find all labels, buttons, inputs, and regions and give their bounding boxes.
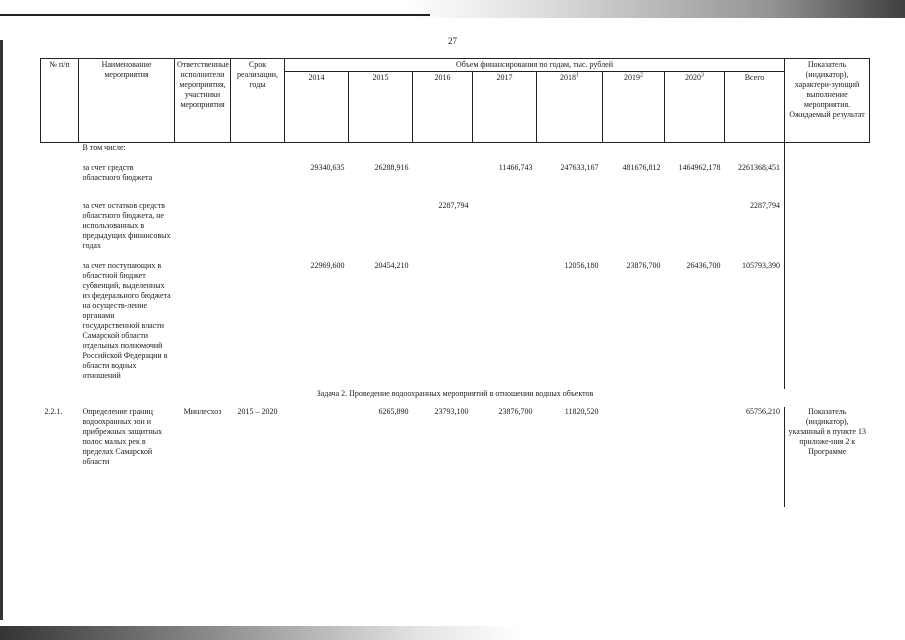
header-year-label: 2019 bbox=[624, 73, 640, 82]
header-year-label: 2020 bbox=[685, 73, 701, 82]
item-number: 2.2.1. bbox=[44, 407, 63, 416]
header-year-4 bbox=[537, 72, 603, 143]
item-value-2015: 6265,890 bbox=[378, 407, 409, 416]
header-num: № п/п bbox=[41, 59, 79, 143]
item-name: Определение границ водоохранных зон и прибрежных защитных полос малых рек в пределах Самарской области bbox=[82, 407, 163, 466]
header-year-label: Всего bbox=[744, 73, 765, 82]
funding-value-2016 bbox=[413, 261, 473, 389]
funding-value-2017: 11466,743 bbox=[498, 163, 533, 172]
scan-shadow-bottom bbox=[0, 626, 520, 640]
header-year-label: 2015 bbox=[372, 73, 389, 82]
funding-value-2019: 481676,812 bbox=[622, 163, 661, 172]
header-year-label: 2018 bbox=[560, 73, 576, 82]
funding-value-2019: 23876,700 bbox=[626, 261, 661, 270]
header-year-label: 2017 bbox=[496, 73, 513, 82]
page-number: 27 bbox=[448, 36, 457, 46]
item-value-2016: 23793,100 bbox=[434, 407, 469, 416]
funding-value-2017 bbox=[473, 201, 537, 261]
funding-value-2015: 20454,210 bbox=[374, 261, 409, 270]
subtitle-text: В том числе: bbox=[82, 143, 126, 152]
funding-value-2016: 2287,794 bbox=[438, 201, 469, 210]
funding-value-Всего: 2261368,451 bbox=[738, 163, 780, 172]
header-year-note: 1 bbox=[576, 72, 579, 79]
header-responsible: Ответственные исполнители мероприятия, участники мероприятия bbox=[175, 59, 231, 143]
funding-value-2018: 247633,167 bbox=[560, 163, 599, 172]
header-name: Наименование мероприятия bbox=[79, 59, 175, 143]
funding-value-2014: 22969,600 bbox=[310, 261, 345, 270]
task-title: Задача 2. Проведение водоохранных мероприятий в отношении водных объектов bbox=[316, 389, 594, 398]
funding-value-2019 bbox=[603, 201, 665, 261]
header-year-label: 2014 bbox=[308, 73, 325, 82]
funding-value-2018 bbox=[537, 201, 603, 261]
funding-value-2015 bbox=[349, 201, 413, 261]
header-indicator: Показатель (индикатор), характери-зующий выполнение мероприятия. Ожидаемый результат bbox=[785, 59, 870, 143]
scan-edge-line-left bbox=[0, 40, 3, 620]
item-value-2017: 23876,700 bbox=[498, 407, 533, 416]
funding-value-2014: 29340,635 bbox=[310, 163, 345, 172]
funding-value-2015: 26288,916 bbox=[374, 163, 409, 172]
header-year-note: 2 bbox=[640, 72, 643, 79]
funding-value-2020: 26436,700 bbox=[686, 261, 721, 270]
funding-value-2020 bbox=[665, 201, 725, 261]
funding-value-2014 bbox=[285, 201, 349, 261]
funding-row-federal bbox=[41, 261, 870, 389]
header-funding: Объем финансирования по годам, тыс. рублей bbox=[285, 59, 785, 72]
item-row-2-2-1 bbox=[41, 407, 870, 507]
header-year-note: 3 bbox=[701, 72, 704, 79]
header-year-7 bbox=[725, 72, 785, 143]
item-indicator: Показатель (индикатор), указанный в пункте 13 приложе-ния 2 к Программе bbox=[785, 407, 870, 507]
funding-value-2017 bbox=[473, 261, 537, 389]
item-value-2019 bbox=[603, 407, 665, 507]
item-value-2018: 11820,520 bbox=[564, 407, 599, 416]
funding-value-2020: 1464962,178 bbox=[678, 163, 721, 172]
header-year-0 bbox=[285, 72, 349, 143]
header-period: Срок реализации, годы bbox=[231, 59, 285, 143]
item-responsible: Минлесхоз bbox=[183, 407, 222, 416]
header-year-3 bbox=[473, 72, 537, 143]
item-period: 2015 – 2020 bbox=[237, 407, 278, 416]
funding-source-label: за счет остатков средств областного бюджета, не использованных в предыдущих финансовых годах bbox=[82, 201, 171, 250]
scan-edge-line-top bbox=[0, 14, 430, 16]
item-value-Всего: 65756,210 bbox=[746, 407, 780, 416]
header-year-6 bbox=[665, 72, 725, 143]
funding-source-label: за счет средств областного бюджета bbox=[82, 163, 153, 182]
funding-table bbox=[40, 58, 870, 507]
funding-value-2016 bbox=[413, 163, 473, 201]
funding-value-Всего: 2287,794 bbox=[750, 201, 780, 210]
funding-value-Всего: 105793,390 bbox=[742, 261, 780, 270]
funding-row-remainder bbox=[41, 201, 870, 261]
header-row-top bbox=[41, 59, 870, 72]
funding-value-2018: 12056,180 bbox=[564, 261, 599, 270]
item-value-2020 bbox=[665, 407, 725, 507]
header-year-1 bbox=[349, 72, 413, 143]
header-year-2 bbox=[413, 72, 473, 143]
item-value-2014 bbox=[285, 407, 349, 507]
funding-source-label: за счет поступающих в областной бюджет субвенций, выделенных из федерального бюджета на осуществ-ление органами государственной власти Самарской области отдельных полномочий Российской Федерации в области водных отношений bbox=[82, 261, 171, 380]
subtitle-row bbox=[41, 143, 870, 164]
task-row bbox=[41, 389, 870, 407]
header-year-label: 2016 bbox=[434, 73, 451, 82]
funding-row-regional bbox=[41, 163, 870, 201]
header-year-5 bbox=[603, 72, 665, 143]
